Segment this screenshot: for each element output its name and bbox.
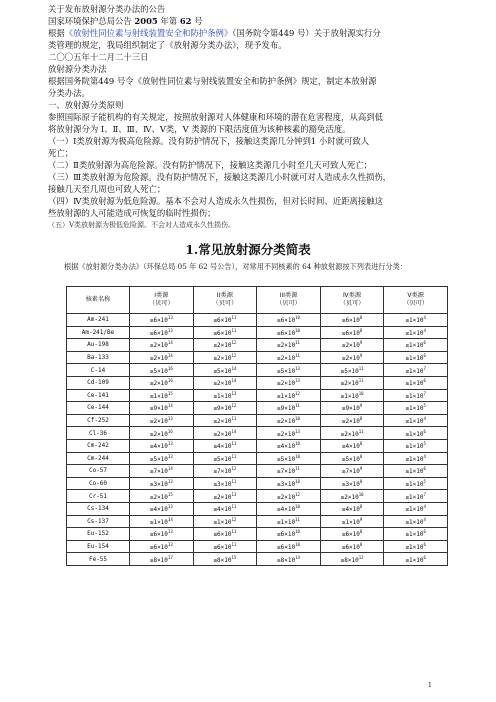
- activity-cell: $\ge 4\times 10^{10}$: [257, 502, 321, 515]
- activity-cell: $\ge 2\times 10^{13}$: [257, 376, 321, 389]
- nuclide-cell: Am-241: [67, 314, 130, 327]
- activity-cell: $\ge 2\times 10^{11}$: [193, 414, 257, 427]
- activity-cell: $\ge 7\times 10^{11}$: [257, 465, 321, 478]
- activity-cell: $\ge 1\times 10^6$: [384, 351, 448, 364]
- table-row: [67, 465, 448, 478]
- class-5-text: （五）Ⅴ类放射源为极低危险源。不会对人造成永久性损伤。: [48, 221, 236, 229]
- paragraph-basis: 根据《放射性同位素与射线装置安全和防护条例》（国务院令第449 号）关于放射源实行分: [48, 28, 381, 38]
- activity-cell: $\ge 1\times 10^7$: [384, 490, 448, 503]
- activity-cell: $\ge 2\times 10^8$: [320, 414, 384, 427]
- activity-cell: $\ge 1\times 10^{15}$: [130, 389, 194, 402]
- activity-cell: $\ge 4\times 10^{13}$: [130, 502, 194, 515]
- activity-cell: $\ge 5\times 10^{11}$: [193, 452, 257, 465]
- nuclide-cell: Cs-134: [67, 502, 130, 515]
- activity-cell: $\ge 1\times 10^4$: [384, 314, 448, 327]
- activity-cell: $\ge 6\times 10^{11}$: [193, 528, 257, 541]
- activity-cell: $\ge 1\times 10^6$: [384, 376, 448, 389]
- class-1-text-cont: 死亡；: [48, 148, 74, 158]
- activity-cell: $\ge 2\times 10^{11}$: [320, 376, 384, 389]
- table-header-row: [67, 287, 448, 314]
- method-title: 放射源分类办法: [48, 64, 107, 74]
- activity-cell: $\ge 4\times 10^{10}$: [257, 439, 321, 452]
- activity-cell: $\ge 1\times 10^{13}$: [193, 389, 257, 402]
- activity-cell: $\ge 7\times 10^{12}$: [193, 465, 257, 478]
- activity-cell: $\ge 2\times 10^{12}$: [257, 490, 321, 503]
- activity-cell: $\ge 6\times 10^{13}$: [130, 528, 194, 541]
- activity-cell: $\ge 2\times 10^{14}$: [130, 351, 194, 364]
- header-class-5: Ⅴ类源 （贝可）: [384, 287, 448, 314]
- activity-cell: $\ge 1\times 10^6$: [384, 427, 448, 440]
- nuclide-cell: Cm-244: [67, 452, 130, 465]
- notice-title: 关于发布放射源分类办法的公告: [48, 4, 166, 14]
- activity-cell: $\ge 2\times 10^9$: [320, 351, 384, 364]
- activity-cell: $\ge 2\times 10^{10}$: [257, 414, 321, 427]
- activity-cell: $\ge 3\times 10^{10}$: [257, 477, 321, 490]
- activity-cell: $\ge 2\times 10^{11}$: [257, 351, 321, 364]
- activity-cell: $\ge 4\times 10^{11}$: [193, 439, 257, 452]
- table-row: [67, 326, 448, 339]
- activity-cell: $\ge 3\times 10^{13}$: [130, 477, 194, 490]
- activity-cell: $\ge 2\times 10^{13}$: [257, 427, 321, 440]
- activity-cell: $\ge 1\times 10^5$: [384, 477, 448, 490]
- table-row: [67, 402, 448, 415]
- paragraph-basis-cont: 类管理的规定，我局组织制定了《放射源分类办法》，现予发布。: [48, 40, 287, 50]
- activity-cell: $\ge 7\times 10^9$: [320, 465, 384, 478]
- nuclide-cell: Eu-154: [67, 540, 130, 553]
- table-row: [67, 540, 448, 553]
- principle-text: 参照国际原子能机构的有关规定，按照放射源对人体健康和环境的潜在危害程度，从高到低: [48, 112, 383, 122]
- activity-cell: $\ge 2\times 10^{14}$: [193, 427, 257, 440]
- section-heading: 一、放射源分类原则: [48, 100, 124, 110]
- activity-cell: $\ge 5\times 10^{13}$: [130, 452, 194, 465]
- activity-cell: $\ge 1\times 10^{12}$: [257, 389, 321, 402]
- activity-cell: $\ge 1\times 10^{14}$: [130, 515, 194, 528]
- nuclide-cell: Co-57: [67, 465, 130, 478]
- nuclide-cell: Au-198: [67, 339, 130, 352]
- activity-cell: $\ge 8\times 10^{14}$: [257, 553, 321, 566]
- table-row: [67, 364, 448, 377]
- method-text: 根据国务院第449 号令《放射性同位素与射线装置安全和防护条例》规定，制定本放射源: [48, 76, 377, 86]
- table-row: [67, 553, 448, 566]
- activity-cell: $\ge 7\times 10^{14}$: [130, 465, 194, 478]
- activity-cell: $\ge 1\times 10^6$: [384, 553, 448, 566]
- regulation-link[interactable]: 《放射性同位素与射线装置安全和防护条例》: [64, 28, 233, 38]
- table-row: [67, 389, 448, 402]
- activity-cell: $\ge 6\times 10^8$: [320, 326, 384, 339]
- activity-cell: $\ge 2\times 10^{13}$: [193, 490, 257, 503]
- activity-cell: $\ge 8\times 10^{15}$: [193, 553, 257, 566]
- class-4-text: （四）Ⅳ类放射源为低危险源。基本不会对人造成永久性损伤，但对长时间、近距离接触这: [48, 196, 383, 206]
- activity-cell: $\ge 2\times 10^{12}$: [193, 339, 257, 352]
- activity-cell: $\ge 1\times 10^6$: [384, 465, 448, 478]
- table-row: [67, 414, 448, 427]
- activity-cell: $\ge 6\times 10^{10}$: [257, 528, 321, 541]
- activity-cell: $\ge 5\times 10^{14}$: [193, 364, 257, 377]
- activity-cell: $\ge 2\times 10^9$: [320, 339, 384, 352]
- class-1-text: （一）Ⅰ类放射源为极高危险源。没有防护情况下，接触这类源几分钟到1 小时就可致人: [48, 136, 370, 146]
- page-number: 1: [428, 682, 432, 689]
- nuclide-cell: Cr-51: [67, 490, 130, 503]
- nuclide-cell: Cf-252: [67, 414, 130, 427]
- nuclide-cell: Ba-133: [67, 351, 130, 364]
- activity-cell: $\ge 5\times 10^{16}$: [130, 364, 194, 377]
- activity-cell: $\ge 1\times 10^5$: [384, 439, 448, 452]
- activity-cell: $\ge 6\times 10^8$: [320, 314, 384, 327]
- activity-cell: $\ge 1\times 10^{11}$: [257, 515, 321, 528]
- header-nuclide: 核素名称: [67, 287, 130, 314]
- activity-cell: $\ge 1\times 10^4$: [384, 515, 448, 528]
- activity-cell: $\ge 2\times 10^{16}$: [130, 376, 194, 389]
- source-classification-table: [66, 286, 448, 566]
- table-row: [67, 351, 448, 364]
- nuclide-cell: Cs-137: [67, 515, 130, 528]
- activity-cell: $\ge 5\times 10^8$: [320, 452, 384, 465]
- activity-cell: $\ge 6\times 10^{10}$: [257, 540, 321, 553]
- table-row: [67, 376, 448, 389]
- date-line: 二〇〇五年十二月二十三日: [48, 52, 149, 62]
- activity-cell: $\ge 6\times 10^8$: [320, 540, 384, 553]
- activity-cell: $\ge 2\times 10^{11}$: [320, 427, 384, 440]
- activity-cell: $\ge 9\times 10^9$: [320, 402, 384, 415]
- header-class-1: Ⅰ类源 （贝可）: [130, 287, 194, 314]
- table-row: [67, 477, 448, 490]
- table-row: [67, 528, 448, 541]
- table-row: [67, 452, 448, 465]
- activity-cell: $\ge 1\times 10^7$: [384, 389, 448, 402]
- activity-cell: $\ge 6\times 10^8$: [320, 528, 384, 541]
- activity-cell: $\ge 1\times 10^{10}$: [320, 389, 384, 402]
- activity-cell: $\ge 2\times 10^{12}$: [193, 351, 257, 364]
- activity-cell: $\ge 4\times 10^{11}$: [193, 502, 257, 515]
- header-class-4: Ⅳ类源 （贝可）: [320, 287, 384, 314]
- nuclide-cell: Cm-242: [67, 439, 130, 452]
- activity-cell: $\ge 1\times 10^7$: [384, 364, 448, 377]
- activity-cell: $\ge 5\times 10^{11}$: [320, 364, 384, 377]
- table-row: [67, 515, 448, 528]
- notice-number: 国家环境保护总局公告 2005 年第 62 号: [48, 16, 203, 26]
- table-row: [67, 502, 448, 515]
- activity-cell: $\ge 9\times 10^{12}$: [193, 402, 257, 415]
- nuclide-cell: Ce-141: [67, 389, 130, 402]
- table-row: [67, 314, 448, 327]
- activity-cell: $\ge 1\times 10^4$: [384, 452, 448, 465]
- activity-cell: $\ge 2\times 10^{16}$: [130, 427, 194, 440]
- table-row: [67, 490, 448, 503]
- table-body: [67, 314, 448, 566]
- nuclide-cell: Cl-36: [67, 427, 130, 440]
- class-2-text: （二）Ⅱ类放射源为高危险源。没有防护情况下，接触这类源几小时至几天可致人死亡；: [48, 160, 372, 170]
- activity-cell: $\ge 1\times 10^4$: [384, 414, 448, 427]
- nuclide-cell: Fe-55: [67, 553, 130, 566]
- class-3-text-cont: 接触几天至几周也可致人死亡；: [48, 184, 166, 194]
- activity-cell: $\ge 6\times 10^{11}$: [193, 326, 257, 339]
- header-class-3: ⅠⅠⅠ类源 （贝可）: [257, 287, 321, 314]
- activity-cell: $\ge 8\times 10^{12}$: [320, 553, 384, 566]
- activity-cell: $\ge 1\times 10^6$: [384, 528, 448, 541]
- nuclide-cell: Cd-109: [67, 376, 130, 389]
- activity-cell: $\ge 6\times 10^{10}$: [257, 314, 321, 327]
- table-heading: 1.常见放射源分类简表: [185, 242, 311, 257]
- table-row: [67, 339, 448, 352]
- activity-cell: $\ge 1\times 10^6$: [384, 339, 448, 352]
- activity-cell: $\ge 2\times 10^{14}$: [193, 376, 257, 389]
- activity-cell: $\ge 8\times 10^{17}$: [130, 553, 194, 566]
- header-class-2: ⅠⅠ类源 （贝可）: [193, 287, 257, 314]
- nuclide-cell: Am-241/Be: [67, 326, 130, 339]
- activity-cell: $\ge 6\times 10^{11}$: [193, 540, 257, 553]
- activity-cell: $\ge 9\times 10^{11}$: [257, 402, 321, 415]
- activity-cell: $\ge 3\times 10^8$: [320, 477, 384, 490]
- activity-cell: $\ge 4\times 10^8$: [320, 439, 384, 452]
- table-intro: 根据《放射源分类办法》（环保总局 05 年 62 号公告），对常用不同核素的 64 种放射源按下列表进行分类：: [64, 262, 408, 271]
- activity-cell: $\ge 2\times 10^{14}$: [130, 339, 194, 352]
- nuclide-cell: Co-60: [67, 477, 130, 490]
- activity-cell: $\ge 4\times 10^8$: [320, 502, 384, 515]
- class-4-text-cont: 些放射源的人可能造成可恢复的临时性损伤；: [48, 208, 216, 218]
- activity-cell: $\ge 6\times 10^{11}$: [193, 314, 257, 327]
- activity-cell: $\ge 1\times 10^5$: [384, 402, 448, 415]
- activity-cell: $\ge 6\times 10^{13}$: [130, 540, 194, 553]
- activity-cell: $\ge 2\times 10^{10}$: [320, 490, 384, 503]
- activity-cell: $\ge 1\times 10^4$: [384, 502, 448, 515]
- activity-cell: $\ge 5\times 10^{10}$: [257, 452, 321, 465]
- activity-cell: $\ge 2\times 10^{13}$: [130, 414, 194, 427]
- activity-cell: $\ge 1\times 10^6$: [384, 540, 448, 553]
- activity-cell: $\ge 2\times 10^{11}$: [257, 339, 321, 352]
- activity-cell: $\ge 9\times 10^{14}$: [130, 402, 194, 415]
- activity-cell: $\ge 1\times 10^4$: [384, 326, 448, 339]
- activity-cell: $\ge 2\times 10^{15}$: [130, 490, 194, 503]
- activity-cell: $\ge 6\times 10^{10}$: [257, 326, 321, 339]
- method-text-cont: 分类办法。: [48, 88, 90, 98]
- activity-cell: $\ge 4\times 10^{13}$: [130, 439, 194, 452]
- class-3-text: （三）Ⅲ类放射源为危险源。没有防护情况下，接触这类源几小时就可对人造成永久性损伤，: [48, 172, 392, 182]
- nuclide-cell: Eu-152: [67, 528, 130, 541]
- activity-cell: $\ge 6\times 10^{13}$: [130, 314, 194, 327]
- activity-cell: $\ge 3\times 10^{11}$: [193, 477, 257, 490]
- activity-cell: $\ge 1\times 10^9$: [320, 515, 384, 528]
- table-row: [67, 427, 448, 440]
- principle-text-cont: 将放射源分为 Ⅰ、Ⅱ、Ⅲ、Ⅳ、Ⅴ类，Ⅴ 类源的下限活度值为该种核素的豁免活度。: [48, 124, 351, 134]
- nuclide-cell: C-14: [67, 364, 130, 377]
- activity-cell: $\ge 6\times 10^{13}$: [130, 326, 194, 339]
- table-row: [67, 439, 448, 452]
- activity-cell: $\ge 1\times 10^{12}$: [193, 515, 257, 528]
- nuclide-cell: Ce-144: [67, 402, 130, 415]
- activity-cell: $\ge 5\times 10^{13}$: [257, 364, 321, 377]
